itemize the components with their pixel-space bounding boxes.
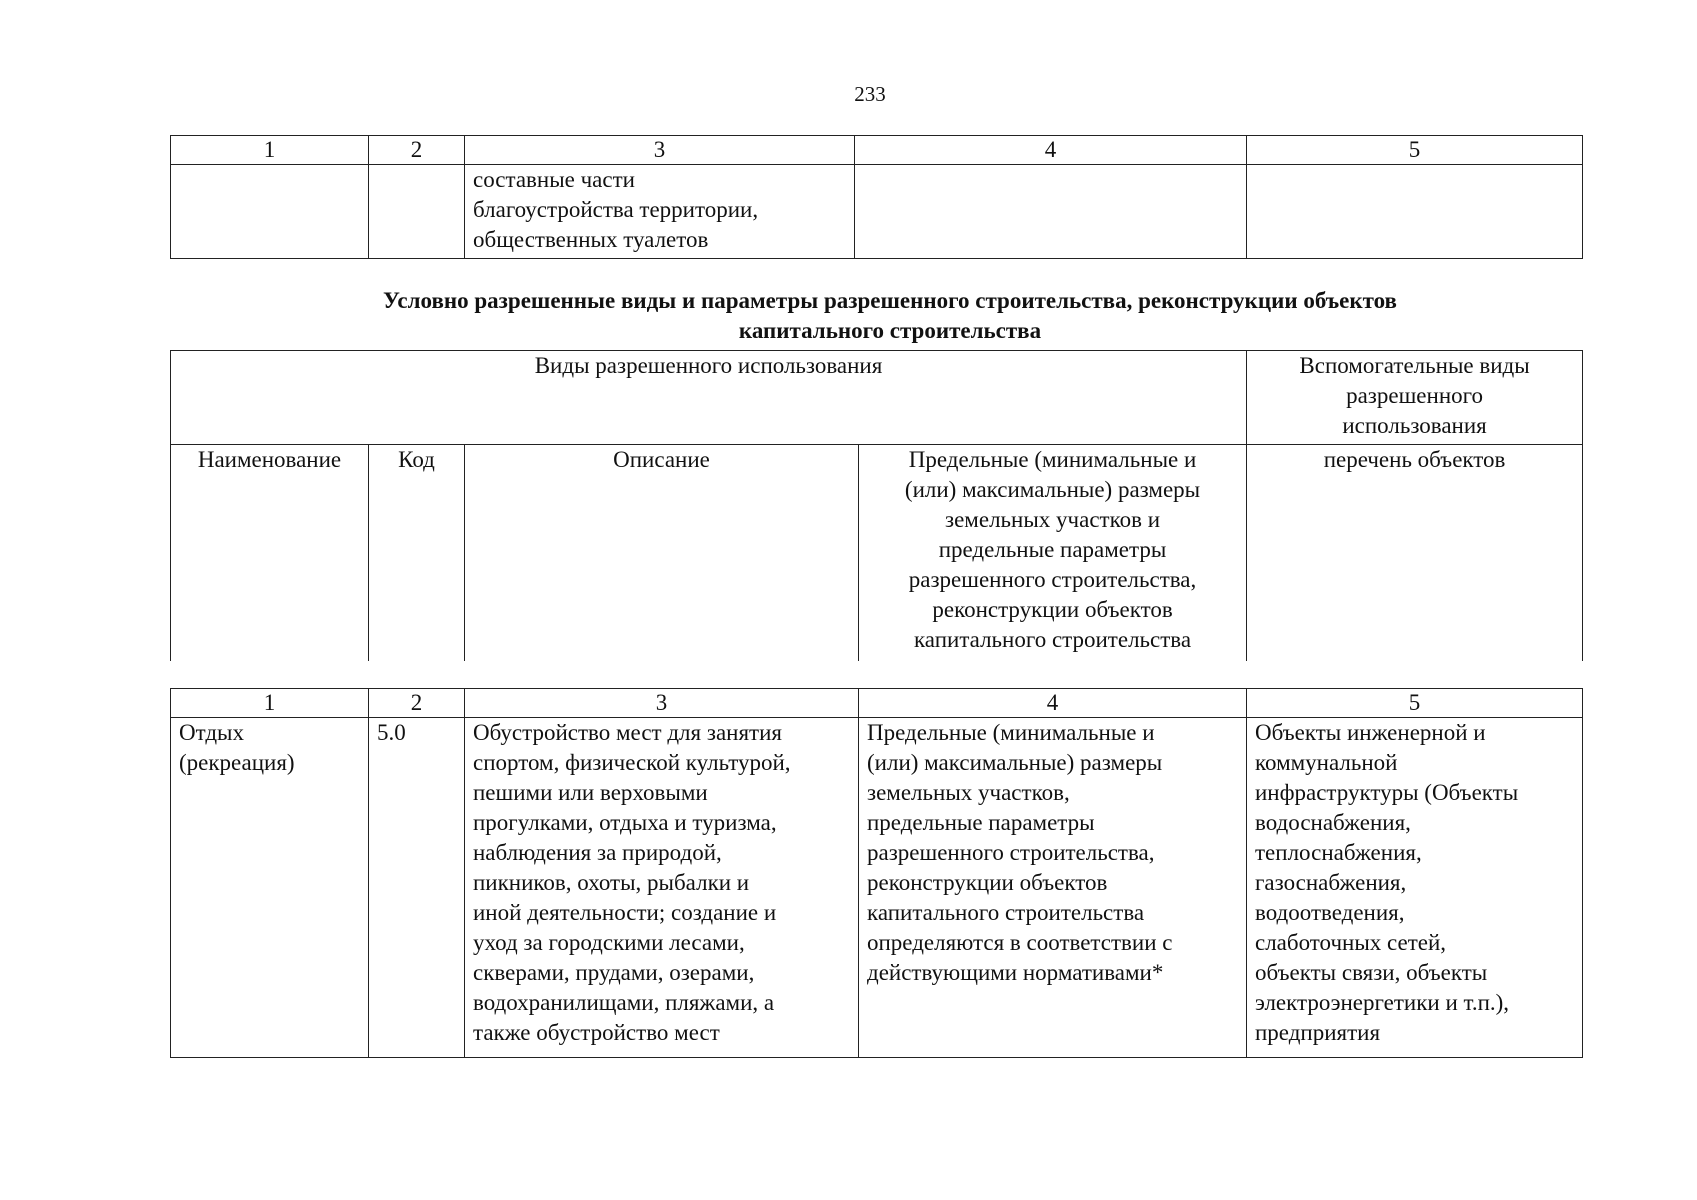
cell-code (369, 165, 465, 259)
column-number-1: 1 (171, 136, 369, 165)
column-header-row (171, 445, 1583, 661)
column-number-3: 3 (465, 136, 855, 165)
table-row (171, 718, 1583, 1058)
col-header-description: Описание (465, 445, 859, 661)
column-number-row (171, 136, 1583, 165)
column-number-3: 3 (465, 689, 859, 718)
col-header-aux-list: перечень объектов (1247, 445, 1583, 661)
page-number: 233 (854, 82, 886, 106)
col-header-parameters: Предельные (минимальные и (или) максимальные) размеры земельных участков и предельные параметры разрешенного строительства, реконструкции объектов капитального строительства (859, 445, 1247, 661)
cell-auxiliary: Объекты инженерной и коммунальной инфраструктуры (Объекты водоснабжения, теплоснабжения, газоснабжения, водоотведения, слаботочных сетей, объекты связи, объекты электроэнергетики и т.п.), предприятия (1247, 718, 1583, 1058)
cell-description: составные части благоустройства территории, общественных туалетов (465, 165, 855, 259)
cell-description: Обустройство мест для занятия спортом, физической культурой, пешими или верховыми прогулками, отдыха и туризма, наблюдения за природой, пикников, охоты, рыбалки и иной деятельности; создание и уход за городскими лесами, скверами, прудами, озерами, водохранилищами, пляжами, а также обустройство мест (465, 718, 859, 1058)
col-header-name: Наименование (171, 445, 369, 661)
cell-parameters (855, 165, 1247, 259)
group-header-row (171, 351, 1583, 445)
cell-auxiliary (1247, 165, 1583, 259)
col-header-code: Код (369, 445, 465, 661)
column-number-1: 1 (171, 689, 369, 718)
column-number-2: 2 (369, 689, 465, 718)
group-header-main: Виды разрешенного использования (171, 351, 1247, 445)
cell-parameters: Предельные (минимальные и (или) максимальные) размеры земельных участков, предельные параметры разрешенного строительства, реконструкции объектов капитального строительства определяются в соответствии с действующими нормативами* (859, 718, 1247, 1058)
main-table (170, 688, 1583, 1058)
section-title: Условно разрешенные виды и параметры разрешенного строительства, реконструкции объектов капитального строительства (383, 288, 1397, 343)
group-header-auxiliary: Вспомогательные виды разрешенного использования (1247, 351, 1583, 445)
header-table (170, 350, 1583, 661)
table-row (171, 165, 1583, 259)
cell-name: Отдых (рекреация) (171, 718, 369, 1058)
column-number-2: 2 (369, 136, 465, 165)
column-number-4: 4 (855, 136, 1247, 165)
column-number-5: 5 (1247, 136, 1583, 165)
cell-name (171, 165, 369, 259)
cell-code: 5.0 (369, 718, 465, 1058)
column-number-5: 5 (1247, 689, 1583, 718)
column-number-row (171, 689, 1583, 718)
continuation-table (170, 135, 1583, 259)
column-number-4: 4 (859, 689, 1247, 718)
